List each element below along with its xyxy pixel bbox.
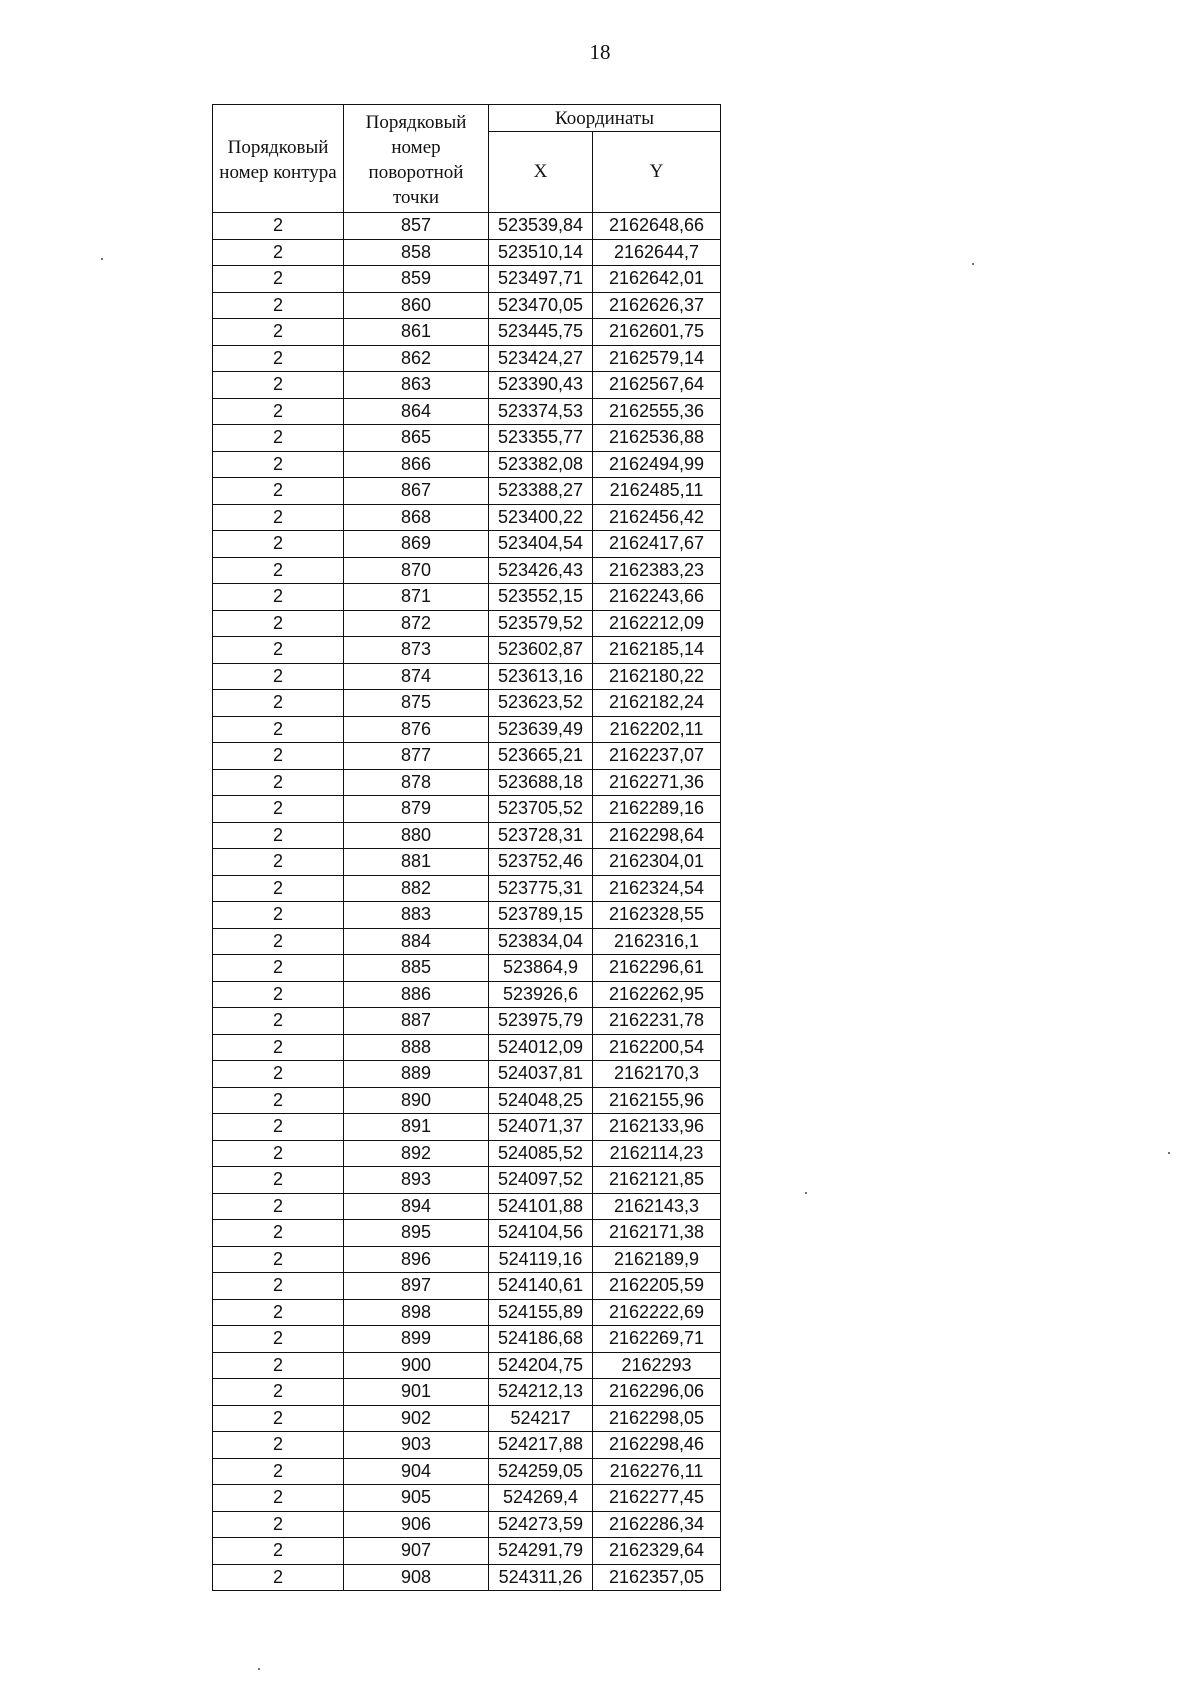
table-header xyxy=(213,105,721,213)
cell-point-number: 887 xyxy=(344,1008,489,1035)
cell-x: 524155,89 xyxy=(489,1299,593,1326)
cell-y: 2162567,64 xyxy=(593,372,721,399)
cell-contour-number: 2 xyxy=(213,584,344,611)
cell-contour-number: 2 xyxy=(213,1432,344,1459)
cell-contour-number: 2 xyxy=(213,1061,344,1088)
cell-contour-number: 2 xyxy=(213,1114,344,1141)
cell-point-number: 865 xyxy=(344,425,489,452)
cell-contour-number: 2 xyxy=(213,769,344,796)
cell-y: 2162417,67 xyxy=(593,531,721,558)
cell-point-number: 862 xyxy=(344,345,489,372)
cell-x: 523602,87 xyxy=(489,637,593,664)
cell-y: 2162237,07 xyxy=(593,743,721,770)
table-row xyxy=(213,1193,721,1220)
cell-point-number: 867 xyxy=(344,478,489,505)
cell-contour-number: 2 xyxy=(213,292,344,319)
cell-x: 523382,08 xyxy=(489,451,593,478)
cell-contour-number: 2 xyxy=(213,1564,344,1591)
cell-contour-number: 2 xyxy=(213,637,344,664)
cell-x: 523789,15 xyxy=(489,902,593,929)
cell-y: 2162262,95 xyxy=(593,981,721,1008)
cell-x: 523510,14 xyxy=(489,239,593,266)
cell-contour-number: 2 xyxy=(213,796,344,823)
cell-contour-number: 2 xyxy=(213,663,344,690)
table-row xyxy=(213,1114,721,1141)
cell-contour-number: 2 xyxy=(213,1087,344,1114)
cell-contour-number: 2 xyxy=(213,398,344,425)
cell-y: 2162328,55 xyxy=(593,902,721,929)
table-row xyxy=(213,875,721,902)
header-y: Y xyxy=(593,132,721,213)
cell-point-number: 886 xyxy=(344,981,489,1008)
cell-contour-number: 2 xyxy=(213,1511,344,1538)
cell-point-number: 881 xyxy=(344,849,489,876)
table-row xyxy=(213,266,721,293)
cell-y: 2162536,88 xyxy=(593,425,721,452)
cell-x: 524291,79 xyxy=(489,1538,593,1565)
cell-point-number: 889 xyxy=(344,1061,489,1088)
cell-x: 523388,27 xyxy=(489,478,593,505)
cell-point-number: 903 xyxy=(344,1432,489,1459)
coordinates-table xyxy=(212,104,721,1591)
cell-contour-number: 2 xyxy=(213,266,344,293)
cell-point-number: 890 xyxy=(344,1087,489,1114)
header-point-number: Порядковый номер поворотной точки xyxy=(344,105,489,213)
cell-point-number: 864 xyxy=(344,398,489,425)
cell-x: 524119,16 xyxy=(489,1246,593,1273)
cell-y: 2162243,66 xyxy=(593,584,721,611)
cell-point-number: 880 xyxy=(344,822,489,849)
cell-contour-number: 2 xyxy=(213,1246,344,1273)
cell-point-number: 904 xyxy=(344,1458,489,1485)
cell-y: 2162298,64 xyxy=(593,822,721,849)
cell-point-number: 891 xyxy=(344,1114,489,1141)
table-row xyxy=(213,1273,721,1300)
cell-x: 523613,16 xyxy=(489,663,593,690)
table-row xyxy=(213,213,721,240)
cell-contour-number: 2 xyxy=(213,1352,344,1379)
table-row xyxy=(213,292,721,319)
cell-y: 2162296,61 xyxy=(593,955,721,982)
cell-contour-number: 2 xyxy=(213,902,344,929)
cell-x: 523552,15 xyxy=(489,584,593,611)
cell-x: 524071,37 xyxy=(489,1114,593,1141)
table-row xyxy=(213,1061,721,1088)
cell-y: 2162298,46 xyxy=(593,1432,721,1459)
cell-contour-number: 2 xyxy=(213,1273,344,1300)
table-row xyxy=(213,1140,721,1167)
cell-point-number: 877 xyxy=(344,743,489,770)
cell-y: 2162212,09 xyxy=(593,610,721,637)
table-row xyxy=(213,663,721,690)
cell-contour-number: 2 xyxy=(213,239,344,266)
cell-x: 524217 xyxy=(489,1405,593,1432)
table-row xyxy=(213,955,721,982)
cell-point-number: 895 xyxy=(344,1220,489,1247)
cell-x: 523445,75 xyxy=(489,319,593,346)
cell-point-number: 882 xyxy=(344,875,489,902)
cell-point-number: 883 xyxy=(344,902,489,929)
table-row xyxy=(213,690,721,717)
header-coordinates: Координаты xyxy=(489,105,721,132)
cell-x: 523975,79 xyxy=(489,1008,593,1035)
cell-point-number: 869 xyxy=(344,531,489,558)
cell-y: 2162286,34 xyxy=(593,1511,721,1538)
table-row xyxy=(213,1352,721,1379)
cell-y: 2162189,9 xyxy=(593,1246,721,1273)
cell-x: 524104,56 xyxy=(489,1220,593,1247)
cell-y: 2162648,66 xyxy=(593,213,721,240)
cell-y: 2162185,14 xyxy=(593,637,721,664)
table-row xyxy=(213,928,721,955)
cell-y: 2162180,22 xyxy=(593,663,721,690)
cell-x: 523775,31 xyxy=(489,875,593,902)
cell-point-number: 872 xyxy=(344,610,489,637)
cell-contour-number: 2 xyxy=(213,1034,344,1061)
cell-contour-number: 2 xyxy=(213,425,344,452)
cell-contour-number: 2 xyxy=(213,1538,344,1565)
cell-point-number: 858 xyxy=(344,239,489,266)
table-row xyxy=(213,769,721,796)
cell-y: 2162205,59 xyxy=(593,1273,721,1300)
table-body xyxy=(213,213,721,1591)
cell-contour-number: 2 xyxy=(213,1193,344,1220)
table-row xyxy=(213,822,721,849)
cell-point-number: 896 xyxy=(344,1246,489,1273)
cell-y: 2162200,54 xyxy=(593,1034,721,1061)
cell-point-number: 870 xyxy=(344,557,489,584)
table-row xyxy=(213,1220,721,1247)
table-row xyxy=(213,1379,721,1406)
cell-contour-number: 2 xyxy=(213,1458,344,1485)
scan-speck xyxy=(258,1668,260,1670)
cell-point-number: 876 xyxy=(344,716,489,743)
table-row xyxy=(213,372,721,399)
table-row xyxy=(213,478,721,505)
table-row xyxy=(213,610,721,637)
cell-contour-number: 2 xyxy=(213,690,344,717)
table-row xyxy=(213,849,721,876)
cell-point-number: 907 xyxy=(344,1538,489,1565)
cell-point-number: 866 xyxy=(344,451,489,478)
cell-y: 2162231,78 xyxy=(593,1008,721,1035)
table-row xyxy=(213,902,721,929)
cell-point-number: 898 xyxy=(344,1299,489,1326)
cell-y: 2162383,23 xyxy=(593,557,721,584)
table-row xyxy=(213,1511,721,1538)
cell-contour-number: 2 xyxy=(213,1167,344,1194)
table-row xyxy=(213,345,721,372)
table-row xyxy=(213,1008,721,1035)
cell-contour-number: 2 xyxy=(213,451,344,478)
cell-contour-number: 2 xyxy=(213,557,344,584)
cell-x: 523705,52 xyxy=(489,796,593,823)
cell-y: 2162329,64 xyxy=(593,1538,721,1565)
cell-contour-number: 2 xyxy=(213,1485,344,1512)
cell-x: 524140,61 xyxy=(489,1273,593,1300)
cell-x: 523497,71 xyxy=(489,266,593,293)
table-row xyxy=(213,716,721,743)
cell-y: 2162276,11 xyxy=(593,1458,721,1485)
table-row xyxy=(213,1087,721,1114)
cell-point-number: 874 xyxy=(344,663,489,690)
cell-x: 523374,53 xyxy=(489,398,593,425)
cell-x: 523834,04 xyxy=(489,928,593,955)
cell-point-number: 893 xyxy=(344,1167,489,1194)
cell-point-number: 884 xyxy=(344,928,489,955)
cell-point-number: 897 xyxy=(344,1273,489,1300)
cell-y: 2162271,36 xyxy=(593,769,721,796)
cell-point-number: 875 xyxy=(344,690,489,717)
cell-y: 2162456,42 xyxy=(593,504,721,531)
header-x: X xyxy=(489,132,593,213)
cell-y: 2162324,54 xyxy=(593,875,721,902)
cell-x: 523355,77 xyxy=(489,425,593,452)
cell-x: 524097,52 xyxy=(489,1167,593,1194)
cell-contour-number: 2 xyxy=(213,531,344,558)
cell-y: 2162133,96 xyxy=(593,1114,721,1141)
cell-contour-number: 2 xyxy=(213,372,344,399)
table-row xyxy=(213,1485,721,1512)
table-row xyxy=(213,504,721,531)
cell-x: 523864,9 xyxy=(489,955,593,982)
table-row xyxy=(213,743,721,770)
cell-point-number: 901 xyxy=(344,1379,489,1406)
cell-contour-number: 2 xyxy=(213,1008,344,1035)
cell-point-number: 857 xyxy=(344,213,489,240)
cell-x: 524269,4 xyxy=(489,1485,593,1512)
cell-y: 2162269,71 xyxy=(593,1326,721,1353)
cell-contour-number: 2 xyxy=(213,1405,344,1432)
cell-y: 2162485,11 xyxy=(593,478,721,505)
table-row xyxy=(213,451,721,478)
cell-y: 2162579,14 xyxy=(593,345,721,372)
cell-y: 2162171,38 xyxy=(593,1220,721,1247)
table-row xyxy=(213,981,721,1008)
cell-y: 2162644,7 xyxy=(593,239,721,266)
cell-contour-number: 2 xyxy=(213,955,344,982)
cell-y: 2162289,16 xyxy=(593,796,721,823)
cell-y: 2162182,24 xyxy=(593,690,721,717)
cell-y: 2162642,01 xyxy=(593,266,721,293)
cell-x: 524101,88 xyxy=(489,1193,593,1220)
cell-x: 524012,09 xyxy=(489,1034,593,1061)
cell-y: 2162121,85 xyxy=(593,1167,721,1194)
table-row xyxy=(213,1246,721,1273)
cell-point-number: 900 xyxy=(344,1352,489,1379)
table-row xyxy=(213,1034,721,1061)
cell-y: 2162277,45 xyxy=(593,1485,721,1512)
cell-x: 523639,49 xyxy=(489,716,593,743)
cell-point-number: 868 xyxy=(344,504,489,531)
cell-x: 523404,54 xyxy=(489,531,593,558)
cell-y: 2162357,05 xyxy=(593,1564,721,1591)
cell-y: 2162296,06 xyxy=(593,1379,721,1406)
table-row xyxy=(213,1167,721,1194)
cell-x: 523579,52 xyxy=(489,610,593,637)
cell-y: 2162114,23 xyxy=(593,1140,721,1167)
cell-point-number: 906 xyxy=(344,1511,489,1538)
cell-y: 2162601,75 xyxy=(593,319,721,346)
scan-speck xyxy=(972,263,974,265)
cell-x: 524311,26 xyxy=(489,1564,593,1591)
cell-point-number: 871 xyxy=(344,584,489,611)
cell-point-number: 879 xyxy=(344,796,489,823)
cell-point-number: 860 xyxy=(344,292,489,319)
cell-x: 523728,31 xyxy=(489,822,593,849)
cell-point-number: 861 xyxy=(344,319,489,346)
table-row xyxy=(213,1564,721,1591)
cell-contour-number: 2 xyxy=(213,981,344,1008)
cell-contour-number: 2 xyxy=(213,504,344,531)
table-row xyxy=(213,1458,721,1485)
cell-x: 523390,43 xyxy=(489,372,593,399)
cell-x: 523424,27 xyxy=(489,345,593,372)
scan-speck xyxy=(805,1192,807,1194)
cell-x: 524204,75 xyxy=(489,1352,593,1379)
cell-x: 523665,21 xyxy=(489,743,593,770)
table-row xyxy=(213,1326,721,1353)
cell-contour-number: 2 xyxy=(213,319,344,346)
cell-point-number: 885 xyxy=(344,955,489,982)
cell-contour-number: 2 xyxy=(213,1140,344,1167)
cell-point-number: 894 xyxy=(344,1193,489,1220)
table-row xyxy=(213,398,721,425)
cell-x: 524212,13 xyxy=(489,1379,593,1406)
cell-x: 524048,25 xyxy=(489,1087,593,1114)
scan-speck xyxy=(101,258,103,260)
cell-y: 2162494,99 xyxy=(593,451,721,478)
page-number: 18 xyxy=(589,40,611,64)
cell-contour-number: 2 xyxy=(213,928,344,955)
table-row xyxy=(213,1432,721,1459)
cell-contour-number: 2 xyxy=(213,213,344,240)
cell-x: 523426,43 xyxy=(489,557,593,584)
cell-x: 524217,88 xyxy=(489,1432,593,1459)
cell-point-number: 908 xyxy=(344,1564,489,1591)
table-row xyxy=(213,425,721,452)
cell-x: 523539,84 xyxy=(489,213,593,240)
cell-x: 523752,46 xyxy=(489,849,593,876)
cell-point-number: 863 xyxy=(344,372,489,399)
cell-y: 2162298,05 xyxy=(593,1405,721,1432)
cell-contour-number: 2 xyxy=(213,849,344,876)
cell-y: 2162626,37 xyxy=(593,292,721,319)
cell-point-number: 859 xyxy=(344,266,489,293)
table-row xyxy=(213,584,721,611)
cell-y: 2162316,1 xyxy=(593,928,721,955)
table-row xyxy=(213,531,721,558)
cell-y: 2162170,3 xyxy=(593,1061,721,1088)
cell-contour-number: 2 xyxy=(213,1220,344,1247)
scan-speck xyxy=(1168,1152,1170,1154)
cell-contour-number: 2 xyxy=(213,875,344,902)
table-row xyxy=(213,1299,721,1326)
cell-x: 523470,05 xyxy=(489,292,593,319)
table-row xyxy=(213,796,721,823)
cell-point-number: 905 xyxy=(344,1485,489,1512)
cell-x: 524259,05 xyxy=(489,1458,593,1485)
cell-contour-number: 2 xyxy=(213,1299,344,1326)
cell-y: 2162222,69 xyxy=(593,1299,721,1326)
cell-contour-number: 2 xyxy=(213,716,344,743)
table-row xyxy=(213,557,721,584)
cell-x: 524186,68 xyxy=(489,1326,593,1353)
cell-y: 2162293 xyxy=(593,1352,721,1379)
table-row xyxy=(213,637,721,664)
cell-x: 523926,6 xyxy=(489,981,593,1008)
table-row xyxy=(213,1538,721,1565)
cell-y: 2162555,36 xyxy=(593,398,721,425)
cell-contour-number: 2 xyxy=(213,822,344,849)
cell-x: 524273,59 xyxy=(489,1511,593,1538)
cell-x: 523623,52 xyxy=(489,690,593,717)
cell-point-number: 902 xyxy=(344,1405,489,1432)
cell-contour-number: 2 xyxy=(213,1326,344,1353)
cell-y: 2162202,11 xyxy=(593,716,721,743)
cell-contour-number: 2 xyxy=(213,1379,344,1406)
cell-x: 524085,52 xyxy=(489,1140,593,1167)
table-row xyxy=(213,1405,721,1432)
cell-contour-number: 2 xyxy=(213,478,344,505)
cell-x: 523688,18 xyxy=(489,769,593,796)
cell-contour-number: 2 xyxy=(213,610,344,637)
table-row xyxy=(213,239,721,266)
cell-point-number: 892 xyxy=(344,1140,489,1167)
header-contour-number: Порядковый номер контура xyxy=(213,105,344,213)
cell-y: 2162155,96 xyxy=(593,1087,721,1114)
cell-point-number: 888 xyxy=(344,1034,489,1061)
cell-point-number: 873 xyxy=(344,637,489,664)
cell-y: 2162304,01 xyxy=(593,849,721,876)
cell-y: 2162143,3 xyxy=(593,1193,721,1220)
table-row xyxy=(213,319,721,346)
cell-x: 524037,81 xyxy=(489,1061,593,1088)
cell-contour-number: 2 xyxy=(213,345,344,372)
cell-point-number: 878 xyxy=(344,769,489,796)
cell-x: 523400,22 xyxy=(489,504,593,531)
cell-contour-number: 2 xyxy=(213,743,344,770)
cell-point-number: 899 xyxy=(344,1326,489,1353)
